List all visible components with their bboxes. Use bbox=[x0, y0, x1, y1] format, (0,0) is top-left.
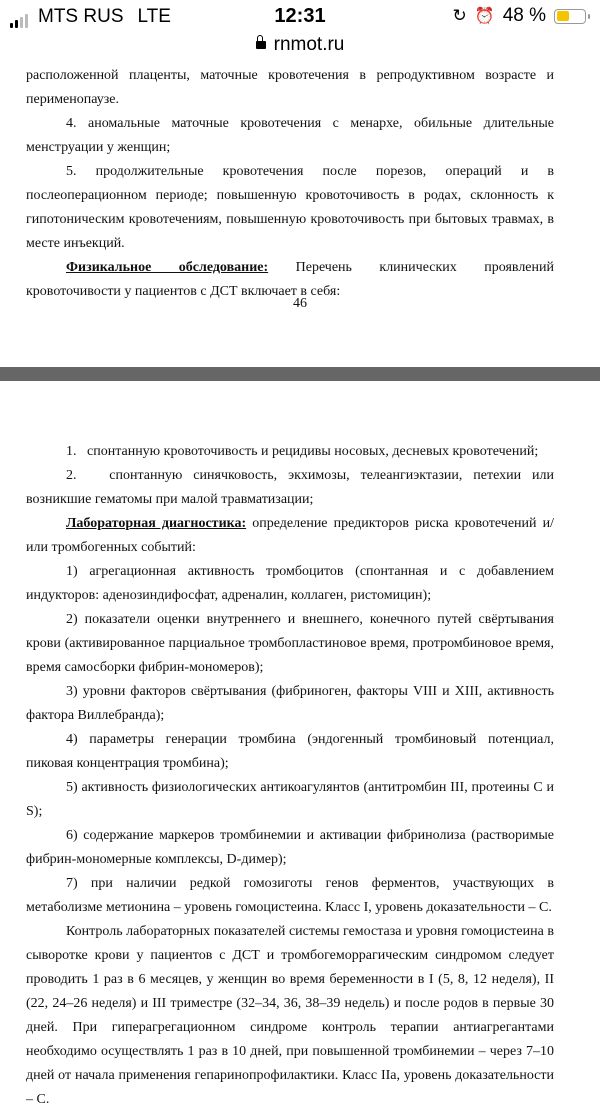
item-text: спонтанную синячковость, экхимозы, телеангиэктазии, петехии или возникшие гематомы при малой травматизации; bbox=[26, 468, 554, 507]
carrier-name: MTS RUS bbox=[38, 6, 124, 27]
clock: 12:31 bbox=[274, 5, 326, 27]
item-number: 1. bbox=[66, 444, 77, 459]
status-bar bbox=[0, 0, 600, 34]
alarm-icon: ⏰ bbox=[474, 8, 495, 25]
list-item: 1) агрегационная активность тромбоцитов (спонтанная и с добавлением индукторов: аденозиндифосфат, адреналин, коллаген, ристомицин); bbox=[26, 564, 554, 603]
document-page-46 bbox=[26, 64, 554, 304]
orientation-lock-icon: ↻ bbox=[452, 6, 467, 25]
list-item: 5. продолжительные кровотечения после порезов, операций и в послеоперационном периоде; повышенную кровоточивость в родах, склонность к гипотоническим кровотечениям, повышенную кровоточивость при бытовых травмах, в месте инъекций. bbox=[26, 164, 554, 251]
page-separator bbox=[0, 367, 600, 381]
continuation-text: расположенной плаценты, маточные кровотечения в репродуктивном возрасте и перименопаузе. bbox=[26, 68, 554, 107]
list-item: 3) уровни факторов свёртывания (фибриноген, факторы VIII и XIII, активность фактора Виллебранда); bbox=[26, 684, 554, 723]
page-number: 46 bbox=[293, 296, 307, 311]
document-page-47 bbox=[26, 440, 554, 1112]
lock-icon bbox=[256, 41, 266, 49]
list-item: 6) содержание маркеров тромбинемии и активации фибринолиза (растворимые фибрин-мономерные комплексы, D-димер); bbox=[26, 828, 554, 867]
status-icons bbox=[453, 5, 586, 27]
battery-level bbox=[557, 11, 570, 21]
physical-exam-text: Перечень клинических проявлений кровоточивости у пациентов с ДСТ включает в себя: bbox=[26, 260, 554, 299]
item-number: 2. bbox=[66, 468, 77, 483]
list-item bbox=[26, 464, 554, 512]
item-text: спонтанную кровоточивость и рецидивы носовых, десневых кровотечений; bbox=[87, 444, 539, 459]
lab-diagnostics-text: определение предикторов риска кровотечений и/или тромбогенных событий: bbox=[26, 516, 554, 555]
network-type: LTE bbox=[137, 6, 171, 27]
list-item: 7) при наличии редкой гомозиготы генов ферментов, участвующих в метаболизме метионина – уровень гомоцистеина. Класс I, уровень доказательности – C. bbox=[26, 876, 554, 915]
address-bar[interactable] bbox=[0, 34, 600, 62]
battery-percent: 48 % bbox=[502, 5, 546, 26]
list-item: 2) показатели оценки внутреннего и внешнего, конечного путей свёртывания крови (активированное парциальное тромбопластиновое время, протромбиновое время, время самосборки фибрин-мономеров); bbox=[26, 612, 554, 675]
list-item: 4) параметры генерации тромбина (эндогенный тромбиновый потенциал, пиковая концентрация тромбина); bbox=[26, 732, 554, 771]
lab-diagnostics-heading: Лабораторная диагностика: bbox=[66, 516, 247, 531]
url-text: rnmot.ru bbox=[273, 34, 345, 55]
list-item: 4. аномальные маточные кровотечения с менархе, обильные длительные менструации у женщин; bbox=[26, 116, 554, 155]
physical-exam-heading: Физикальное обследование: bbox=[66, 260, 269, 275]
control-paragraph: Контроль лабораторных показателей системы гемостаза и уровня гомоцистеина в сыворотке крови у пациентов с ДСТ и тромбогеморрагическим синдромом следует проводить 1 раз в 6 месяцев, у женщин во время беременности в I (5, 8, 12 неделя), II (22, 24–26 неделя) и III триместре (32–34, 36, 38–39 недель) и после родов в первые 30 дней. При гиперагрегационном синдроме контроль терапии антиагрегантами необходимо осуществлять 1 раз в 10 дней, при повышенной тромбинемии – через 7–10 дней от начала применения гепаринопрофилактики. Класс IIa, уровень доказательности – C. bbox=[26, 924, 554, 1107]
list-item bbox=[26, 440, 554, 464]
lab-diagnostics-paragraph bbox=[26, 512, 554, 560]
battery-icon bbox=[554, 9, 586, 24]
list-item: 5) активность физиологических антикоагулянтов (антитромбин III, протеины C и S); bbox=[26, 780, 554, 819]
